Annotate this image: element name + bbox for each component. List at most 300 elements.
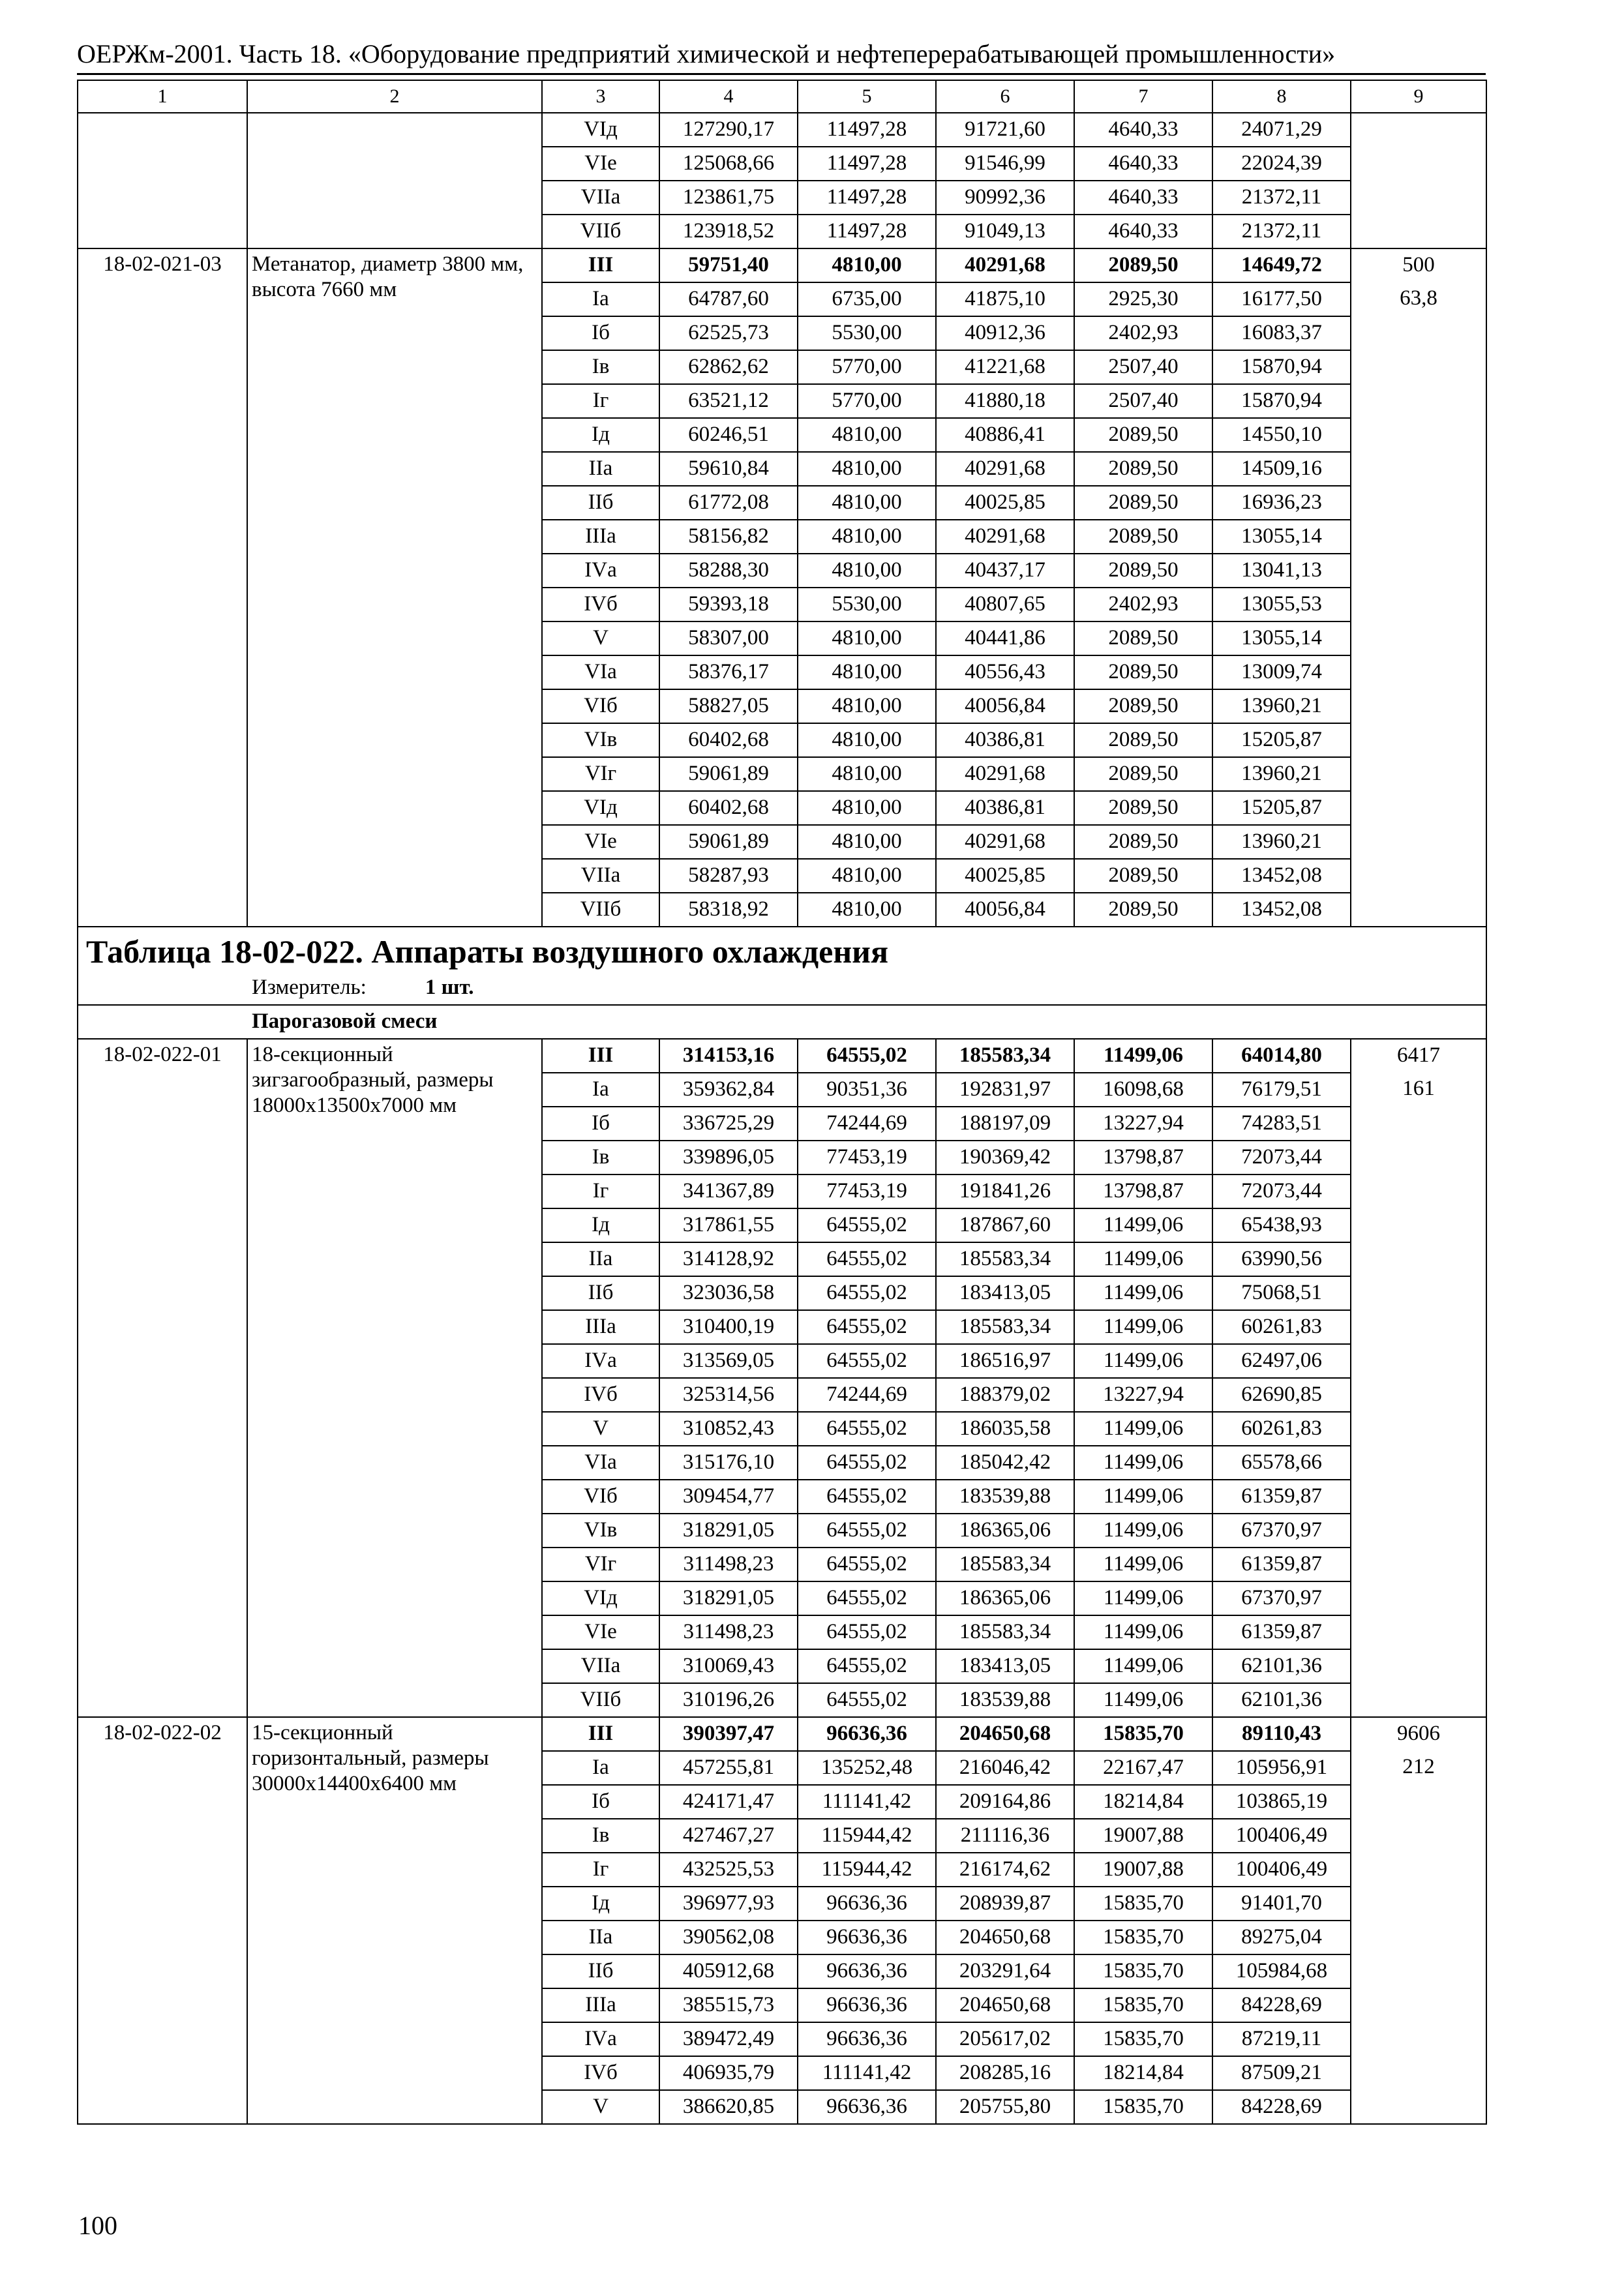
code-cell (78, 1073, 247, 1107)
code-cell (78, 1480, 247, 1514)
labor-cell (1351, 1615, 1486, 1649)
description-cell (247, 1480, 542, 1514)
value-cell: 4810,00 (798, 689, 936, 723)
value-cell: 90351,36 (798, 1073, 936, 1107)
value-cell: 41875,10 (936, 282, 1074, 316)
value-cell: 15835,70 (1074, 1921, 1212, 1954)
table-row (78, 1921, 1486, 1954)
value-cell: 2925,30 (1074, 282, 1212, 316)
value-cell: 205755,80 (936, 2090, 1074, 2124)
value-cell: 2089,50 (1074, 825, 1212, 859)
value-cell: 4640,33 (1074, 113, 1212, 147)
value-cell: 15835,70 (1074, 1988, 1212, 2022)
labor-cell: 6417 (1351, 1039, 1486, 1073)
value-cell: 4810,00 (798, 859, 936, 893)
table-row (78, 1649, 1486, 1683)
value-cell: 11497,28 (798, 181, 936, 215)
value-cell: 74244,69 (798, 1378, 936, 1412)
value-cell: 2089,50 (1074, 520, 1212, 554)
value-cell: 11499,06 (1074, 1208, 1212, 1242)
value-cell: 41221,68 (936, 350, 1074, 384)
table-row (78, 2022, 1486, 2056)
value-cell: 61772,08 (659, 486, 798, 520)
table-row (78, 723, 1486, 757)
value-cell: 323036,58 (659, 1276, 798, 1310)
value-cell: 22024,39 (1212, 147, 1351, 181)
class-cell: Iд (542, 1208, 659, 1242)
class-cell: Iа (542, 282, 659, 316)
table-row (78, 1581, 1486, 1615)
description-cell (247, 1378, 542, 1412)
value-cell: 4810,00 (798, 757, 936, 791)
value-cell: 183413,05 (936, 1649, 1074, 1683)
class-cell: VIд (542, 791, 659, 825)
description-cell (247, 1174, 542, 1208)
value-cell: 60402,68 (659, 791, 798, 825)
value-cell: 84228,69 (1212, 1988, 1351, 2022)
value-cell: 11499,06 (1074, 1039, 1212, 1073)
class-cell: Iв (542, 1819, 659, 1853)
value-cell: 19007,88 (1074, 1853, 1212, 1887)
description-cell (247, 2056, 542, 2090)
description-cell (247, 1683, 542, 1717)
value-cell: 4810,00 (798, 520, 936, 554)
value-cell: 4810,00 (798, 554, 936, 588)
code-cell (78, 1581, 247, 1615)
value-cell: 87219,11 (1212, 2022, 1351, 2056)
code-cell (78, 859, 247, 893)
value-cell: 90992,36 (936, 181, 1074, 215)
code-cell (78, 1174, 247, 1208)
labor-cell (1351, 520, 1486, 554)
value-cell: 311498,23 (659, 1615, 798, 1649)
code-cell (78, 689, 247, 723)
description-cell (247, 1853, 542, 1887)
value-cell: 63521,12 (659, 384, 798, 418)
code-cell: 18-02-021-03 (78, 248, 247, 282)
labor-cell (1351, 791, 1486, 825)
code-cell (78, 486, 247, 520)
labor-cell (1351, 1174, 1486, 1208)
value-cell: 125068,66 (659, 147, 798, 181)
value-cell: 185583,34 (936, 1242, 1074, 1276)
value-cell: 13041,13 (1212, 554, 1351, 588)
value-cell: 314128,92 (659, 1242, 798, 1276)
value-cell: 4810,00 (798, 791, 936, 825)
value-cell: 96636,36 (798, 1921, 936, 1954)
value-cell: 11499,06 (1074, 1683, 1212, 1717)
value-cell: 41880,18 (936, 384, 1074, 418)
code-cell (78, 1276, 247, 1310)
table-row (78, 621, 1486, 655)
column-number: 9 (1351, 80, 1486, 113)
value-cell: 204650,68 (936, 1988, 1074, 2022)
description-cell (247, 147, 542, 181)
value-cell: 4810,00 (798, 486, 936, 520)
value-cell: 4640,33 (1074, 215, 1212, 248)
value-cell: 424171,47 (659, 1785, 798, 1819)
value-cell: 65578,66 (1212, 1446, 1351, 1480)
code-cell (78, 893, 247, 927)
value-cell: 310196,26 (659, 1683, 798, 1717)
value-cell: 64555,02 (798, 1208, 936, 1242)
description-cell (247, 215, 542, 248)
value-cell: 185042,42 (936, 1446, 1074, 1480)
value-cell: 2089,50 (1074, 689, 1212, 723)
description-cell (247, 520, 542, 554)
class-cell: IIб (542, 486, 659, 520)
value-cell: 40912,36 (936, 316, 1074, 350)
value-cell: 205617,02 (936, 2022, 1074, 2056)
labor-cell (1351, 2090, 1486, 2124)
description-cell (247, 1988, 542, 2022)
code-cell (78, 554, 247, 588)
value-cell: 16177,50 (1212, 282, 1351, 316)
class-cell: VIIб (542, 215, 659, 248)
value-cell: 318291,05 (659, 1514, 798, 1548)
value-cell: 16098,68 (1074, 1073, 1212, 1107)
labor-cell (1351, 1412, 1486, 1446)
meter-row (78, 972, 1486, 1005)
value-cell: 209164,86 (936, 1785, 1074, 1819)
value-cell: 40386,81 (936, 723, 1074, 757)
section-row (78, 1005, 1486, 1039)
column-number: 2 (247, 80, 542, 113)
code-cell (78, 1412, 247, 1446)
table-row (78, 1141, 1486, 1174)
labor-cell (1351, 1548, 1486, 1581)
value-cell: 96636,36 (798, 1887, 936, 1921)
table-row (78, 1276, 1486, 1310)
labor-cell (1351, 1954, 1486, 1988)
value-cell: 64555,02 (798, 1649, 936, 1683)
labor-cell (1351, 621, 1486, 655)
value-cell: 111141,42 (798, 2056, 936, 2090)
column-number: 1 (78, 80, 247, 113)
code-cell (78, 825, 247, 859)
value-cell: 405912,68 (659, 1954, 798, 1988)
value-cell: 15870,94 (1212, 350, 1351, 384)
value-cell: 310400,19 (659, 1310, 798, 1344)
labor-cell (1351, 825, 1486, 859)
value-cell: 2089,50 (1074, 723, 1212, 757)
value-cell: 208939,87 (936, 1887, 1074, 1921)
code-cell (78, 1921, 247, 1954)
class-cell: VIв (542, 723, 659, 757)
value-cell: 13227,94 (1074, 1107, 1212, 1141)
value-cell: 310852,43 (659, 1412, 798, 1446)
class-cell: VIд (542, 1581, 659, 1615)
description-cell (247, 1615, 542, 1649)
class-cell: VIг (542, 1548, 659, 1581)
value-cell: 74283,51 (1212, 1107, 1351, 1141)
code-cell (78, 1107, 247, 1141)
value-cell: 64555,02 (798, 1615, 936, 1649)
value-cell: 406935,79 (659, 2056, 798, 2090)
description-cell: 18-секционный зигзагообразный, размеры 18000х13500х7000 мм (247, 1039, 542, 1141)
value-cell: 13055,14 (1212, 621, 1351, 655)
value-cell: 18214,84 (1074, 2056, 1212, 2090)
value-cell: 64555,02 (798, 1446, 936, 1480)
code-cell (78, 316, 247, 350)
labor-cell (1351, 1310, 1486, 1344)
value-cell: 61359,87 (1212, 1480, 1351, 1514)
value-cell: 188197,09 (936, 1107, 1074, 1141)
value-cell: 339896,05 (659, 1141, 798, 1174)
class-cell: VIа (542, 1446, 659, 1480)
value-cell: 13798,87 (1074, 1174, 1212, 1208)
value-cell: 40807,65 (936, 588, 1074, 621)
description-cell (247, 384, 542, 418)
value-cell: 64555,02 (798, 1242, 936, 1276)
class-cell: VIв (542, 1514, 659, 1548)
value-cell: 89275,04 (1212, 1921, 1351, 1954)
value-cell: 2089,50 (1074, 757, 1212, 791)
table-row (78, 1683, 1486, 1717)
value-cell: 96636,36 (798, 1717, 936, 1751)
code-cell: 18-02-022-02 (78, 1717, 247, 1751)
value-cell: 60246,51 (659, 418, 798, 452)
labor-cell (1351, 1344, 1486, 1378)
value-cell: 19007,88 (1074, 1819, 1212, 1853)
table-row (78, 893, 1486, 927)
description-cell (247, 1581, 542, 1615)
value-cell: 313569,05 (659, 1344, 798, 1378)
value-cell: 14649,72 (1212, 248, 1351, 282)
value-cell: 15205,87 (1212, 791, 1351, 825)
value-cell: 14550,10 (1212, 418, 1351, 452)
value-cell: 317861,55 (659, 1208, 798, 1242)
labor-cell (1351, 893, 1486, 927)
value-cell: 191841,26 (936, 1174, 1074, 1208)
labor-cell (1351, 215, 1486, 248)
value-cell: 15835,70 (1074, 1887, 1212, 1921)
value-cell: 11499,06 (1074, 1344, 1212, 1378)
column-number: 8 (1212, 80, 1351, 113)
description-cell (247, 2022, 542, 2056)
value-cell: 13960,21 (1212, 689, 1351, 723)
value-cell: 13452,08 (1212, 893, 1351, 927)
table-row (78, 1988, 1486, 2022)
value-cell: 186516,97 (936, 1344, 1074, 1378)
labor-cell (1351, 1446, 1486, 1480)
value-cell: 67370,97 (1212, 1514, 1351, 1548)
value-cell: 64555,02 (798, 1548, 936, 1581)
value-cell: 13009,74 (1212, 655, 1351, 689)
table-title: Таблица 18-02-022. Аппараты воздушного охлаждения (78, 927, 1486, 972)
table-row (78, 1819, 1486, 1853)
class-cell: VIб (542, 689, 659, 723)
labor-cell (1351, 350, 1486, 384)
value-cell: 40291,68 (936, 520, 1074, 554)
value-cell: 123918,52 (659, 215, 798, 248)
code-cell (78, 655, 247, 689)
value-cell: 91546,99 (936, 147, 1074, 181)
table-row (78, 859, 1486, 893)
value-cell: 58827,05 (659, 689, 798, 723)
labor-cell (1351, 1208, 1486, 1242)
class-cell: IVа (542, 554, 659, 588)
value-cell: 11499,06 (1074, 1649, 1212, 1683)
value-cell: 185583,34 (936, 1310, 1074, 1344)
class-cell: VIб (542, 1480, 659, 1514)
value-cell: 96636,36 (798, 2022, 936, 2056)
code-cell (78, 1242, 247, 1276)
description-cell (247, 1242, 542, 1276)
description-cell (247, 1208, 542, 1242)
class-cell: III (542, 1039, 659, 1073)
value-cell: 390562,08 (659, 1921, 798, 1954)
class-cell: IIIа (542, 1988, 659, 2022)
value-cell: 58287,93 (659, 859, 798, 893)
value-cell: 72073,44 (1212, 1141, 1351, 1174)
value-cell: 96636,36 (798, 1954, 936, 1988)
description-cell (247, 757, 542, 791)
labor-cell (1351, 1581, 1486, 1615)
code-cell (78, 1751, 247, 1785)
class-cell: IIIа (542, 520, 659, 554)
value-cell: 96636,36 (798, 1988, 936, 2022)
labor-cell (1351, 1819, 1486, 1853)
value-cell: 183539,88 (936, 1683, 1074, 1717)
value-cell: 341367,89 (659, 1174, 798, 1208)
code-cell (78, 1819, 247, 1853)
value-cell: 59061,89 (659, 825, 798, 859)
labor-cell: 500 (1351, 248, 1486, 282)
description-cell (247, 791, 542, 825)
value-cell: 64555,02 (798, 1310, 936, 1344)
labor-cell (1351, 452, 1486, 486)
description-cell (247, 350, 542, 384)
labor-cell (1351, 1480, 1486, 1514)
value-cell: 11499,06 (1074, 1548, 1212, 1581)
labor-cell (1351, 1276, 1486, 1310)
table-body (78, 80, 1486, 2124)
class-cell: IIб (542, 1954, 659, 1988)
labor-cell (1351, 147, 1486, 181)
code-cell (78, 1683, 247, 1717)
value-cell: 135252,48 (798, 1751, 936, 1785)
description-cell (247, 1921, 542, 1954)
class-cell: VIIа (542, 859, 659, 893)
description-cell (247, 1412, 542, 1446)
value-cell: 216174,62 (936, 1853, 1074, 1887)
code-cell (78, 418, 247, 452)
labor-cell: 161 (1351, 1073, 1486, 1107)
class-cell: IVа (542, 1344, 659, 1378)
value-cell: 204650,68 (936, 1921, 1074, 1954)
code-cell (78, 1887, 247, 1921)
class-cell: VIIа (542, 181, 659, 215)
labor-cell (1351, 1921, 1486, 1954)
labor-cell (1351, 2056, 1486, 2090)
class-cell: III (542, 248, 659, 282)
value-cell: 389472,49 (659, 2022, 798, 2056)
code-cell (78, 1344, 247, 1378)
value-cell: 432525,53 (659, 1853, 798, 1887)
value-cell: 4810,00 (798, 893, 936, 927)
table-row (78, 1344, 1486, 1378)
labor-cell (1351, 1649, 1486, 1683)
table-row (78, 1480, 1486, 1514)
description-cell (247, 1649, 542, 1683)
table-row (78, 554, 1486, 588)
table-row (78, 1853, 1486, 1887)
rates-table (77, 80, 1487, 2125)
value-cell: 40291,68 (936, 248, 1074, 282)
value-cell: 22167,47 (1074, 1751, 1212, 1785)
class-cell: VIа (542, 655, 659, 689)
value-cell: 11499,06 (1074, 1242, 1212, 1276)
labor-cell (1351, 1853, 1486, 1887)
table-row (78, 1412, 1486, 1446)
table-row (78, 418, 1486, 452)
labor-cell (1351, 655, 1486, 689)
header-rule (77, 73, 1486, 75)
table-title-row (78, 927, 1486, 972)
value-cell: 13960,21 (1212, 825, 1351, 859)
value-cell: 336725,29 (659, 1107, 798, 1141)
code-cell (78, 791, 247, 825)
table-row (78, 2056, 1486, 2090)
value-cell: 11499,06 (1074, 1615, 1212, 1649)
code-cell (78, 621, 247, 655)
labor-cell (1351, 1107, 1486, 1141)
value-cell: 65438,93 (1212, 1208, 1351, 1242)
class-cell: IIб (542, 1276, 659, 1310)
value-cell: 40291,68 (936, 825, 1074, 859)
description-cell (247, 1819, 542, 1853)
value-cell: 203291,64 (936, 1954, 1074, 1988)
column-number: 5 (798, 80, 936, 113)
code-cell (78, 757, 247, 791)
description-cell (247, 1446, 542, 1480)
value-cell: 21372,11 (1212, 181, 1351, 215)
value-cell: 11499,06 (1074, 1310, 1212, 1344)
table-row (78, 1615, 1486, 1649)
code-cell (78, 1785, 247, 1819)
value-cell: 2089,50 (1074, 554, 1212, 588)
code-cell (78, 1514, 247, 1548)
class-cell: Iб (542, 1107, 659, 1141)
value-cell: 91401,70 (1212, 1887, 1351, 1921)
value-cell: 192831,97 (936, 1073, 1074, 1107)
value-cell: 96636,36 (798, 2090, 936, 2124)
value-cell: 16936,23 (1212, 486, 1351, 520)
value-cell: 64014,80 (1212, 1039, 1351, 1073)
table-row (78, 825, 1486, 859)
table-row (78, 1039, 1486, 1073)
description-cell (247, 113, 542, 147)
value-cell: 4810,00 (798, 248, 936, 282)
class-cell: Iд (542, 418, 659, 452)
value-cell: 13798,87 (1074, 1141, 1212, 1174)
value-cell: 185583,34 (936, 1039, 1074, 1073)
table-row (78, 181, 1486, 215)
code-cell (78, 384, 247, 418)
value-cell: 211116,36 (936, 1819, 1074, 1853)
value-cell: 64555,02 (798, 1683, 936, 1717)
labor-cell (1351, 1683, 1486, 1717)
description-cell (247, 554, 542, 588)
code-cell (78, 588, 247, 621)
value-cell: 185583,34 (936, 1615, 1074, 1649)
value-cell: 59061,89 (659, 757, 798, 791)
value-cell: 87509,21 (1212, 2056, 1351, 2090)
class-cell: VIIб (542, 1683, 659, 1717)
value-cell: 13227,94 (1074, 1378, 1212, 1412)
value-cell: 2089,50 (1074, 893, 1212, 927)
